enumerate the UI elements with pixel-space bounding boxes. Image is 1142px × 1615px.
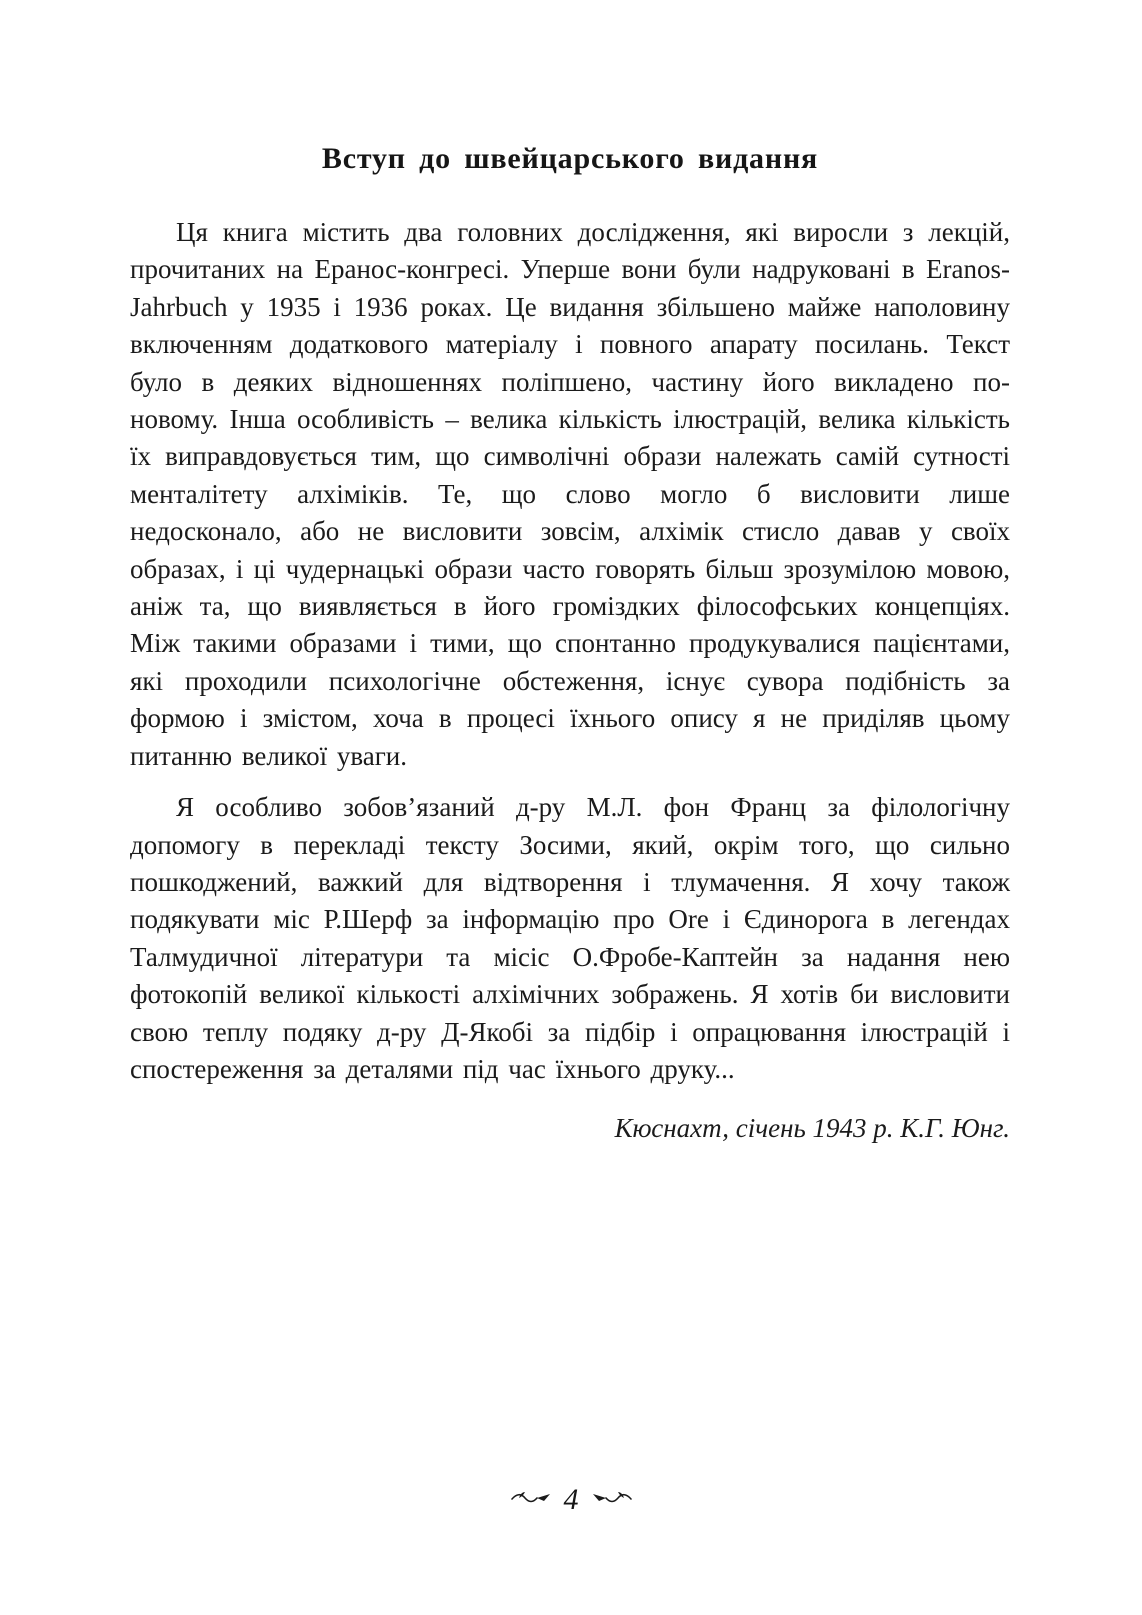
paragraph-2: Я особливо зобов’язаний д-ру М.Л. фон Франц за філологічну допомогу в перекладі тексту Зосими, який, окрім того, що сильно пошкоджений, важкий для відтворення і тлумачення. Я хочу також подякувати міс Р.Шерф за інформацію про Ore і Єдинорога в легендах Талмудичної літератури та місіс О.Фробе-Каптейн за надання нею фотокопій великої кількості алхімічних зображень. Я хотів би висловити свою теплу подяку д-ру Д-Якобі за підбір і опрацювання ілюстрацій і спостереження за деталями під час їхнього друку...: [130, 792, 1010, 1084]
signature-line: Кюснахт, січень 1943 р. К.Г. Юнг.: [614, 1113, 1010, 1144]
page-title: Вступ до швейцарського видання: [321, 142, 819, 175]
footer-flourish-left-icon: [510, 1489, 552, 1512]
page-number: 4: [563, 1483, 579, 1516]
paragraph-1: Ця книга містить два головних дослідження, які виросли з лекцій, прочитаних на Еранос-конгресі. Уперше вони були надруковані в Eranos-Jahrbuch у 1935 і 1936 роках. Це видання збільшено майже наполовину включенням додаткового матеріалу і повного апарату посилань. Текст було в деяких відношеннях поліпшено, частину його викладено по-новому. Інша особливість – велика кількість ілюстрацій, велика кількість їх виправдовується тим, що символічні образи належать самій сутності менталітету алхіміків. Те, що слово могло б висловити лише недосконало, або не висловити зовсім, алхімік стисло давав у своїх образах, і ці чудернацькі образи часто говорять більш зрозумілою мовою, аніж та, що виявляється в його громіздких філософських концепціях. Між такими образами і тими, що спонтанно продукувалися пацієнтами, які проходили психологічне обстеження, існує сувора подібність за формою і змістом, хоча в процесі їхнього опису я не приділяв цьому питанню великої уваги.: [130, 217, 1010, 771]
page-footer: [0, 1483, 1142, 1517]
footer-flourish-right-icon: [591, 1489, 633, 1512]
